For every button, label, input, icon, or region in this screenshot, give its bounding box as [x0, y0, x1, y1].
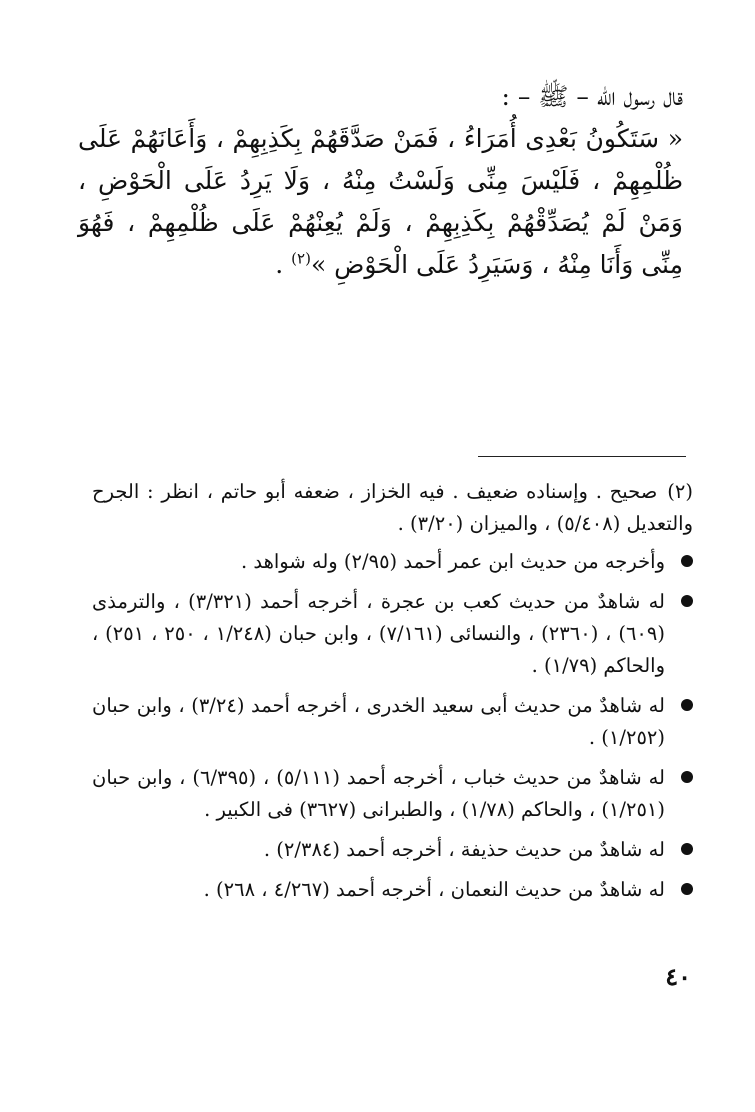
footnotes-section: [92, 476, 693, 914]
bullet-icon: [681, 699, 693, 711]
footnote-item: [92, 874, 693, 906]
footnote-item-text: له شاهدٌ من حديث حذيفة ، أخرجه أحمد (٢/٣٨٤) .: [263, 838, 665, 861]
footnote-item: [92, 690, 693, 754]
footnote-item: [92, 834, 693, 866]
footnote-lead-text: صحيح . وإسناده ضعيف . فيه الخزاز ، ضعفه أبو حاتم ، انظر : الجرح والتعديل (٥/٤٠٨) ، والميزان (٣/٢٠) .: [92, 480, 693, 535]
footnote-item-text: له شاهدٌ من حديث خباب ، أخرجه أحمد (٥/١١١) ، (٦/٣٩٥) ، وابن حبان (١/٢٥١) ، والحاكم (١/٧٨) ، والطبرانى (٣٦٢٧) فى الكبير .: [92, 766, 665, 821]
footnote-number: (٢): [667, 480, 693, 503]
bullet-icon: [681, 843, 693, 855]
hadith-end-punctuation: .: [275, 250, 292, 279]
footnote-item-text: وأخرجه من حديث ابن عمر أحمد (٢/٩٥) وله شواهد .: [240, 550, 665, 573]
footnote-lead: [92, 476, 693, 540]
footnote-marker: (٢): [291, 249, 311, 268]
footnote-item-text: له شاهدٌ من حديث أبى سعيد الخدرى ، أخرجه أحمد (٣/٢٤) ، وابن حبان (١/٢٥٢) .: [92, 694, 665, 749]
footnote-item: [92, 546, 693, 578]
footnote-item: [92, 762, 693, 826]
hadith-intro: قال رسول الله – ﷺ – :: [501, 82, 683, 111]
bullet-icon: [681, 555, 693, 567]
bullet-icon: [681, 595, 693, 607]
footnote-item-text: له شاهدٌ من حديث النعمان ، أخرجه أحمد (٤/٢٦٧ ، ٢٦٨) .: [203, 878, 665, 901]
hadith-body: [78, 118, 683, 286]
hadith-text: « سَتَكُونُ بَعْدِى أُمَرَاءُ ، فَمَنْ صَدَّقَهُمْ بِكَذِبِهِمْ ، وَأَعَانَهُمْ عَلَى ظُلْمِهِمْ ، فَلَيْسَ مِنِّى وَلَسْتُ مِنْهُ ، وَلَا يَرِدُ عَلَى الْحَوْضِ ، وَمَنْ لَمْ يُصَدِّقْهُمْ بِكَذِبِهِمْ ، وَلَمْ يُعِنْهُمْ عَلَى ظُلْمِهِمْ ، فَهُوَ مِنِّى وَأَنَا مِنْهُ ، وَسَيَرِدُ عَلَى الْحَوْضِ »: [78, 124, 683, 279]
bullet-icon: [681, 883, 693, 895]
bullet-icon: [681, 771, 693, 783]
footnote-item-text: له شاهدٌ من حديث كعب بن عجرة ، أخرجه أحمد (٣/٣٢١) ، والترمذى (٦٠٩) ، (٢٣٦٠) ، والنسائى (٧/١٦١) ، وابن حبان (١/٢٤٨ ، ٢٥٠ ، ٢٥١) ، والحاكم (١/٧٩) .: [92, 590, 665, 677]
footnote-item: [92, 586, 693, 682]
page-number: ٤٠: [665, 962, 691, 991]
main-text-block: [78, 76, 683, 286]
footnote-divider: [478, 456, 686, 457]
